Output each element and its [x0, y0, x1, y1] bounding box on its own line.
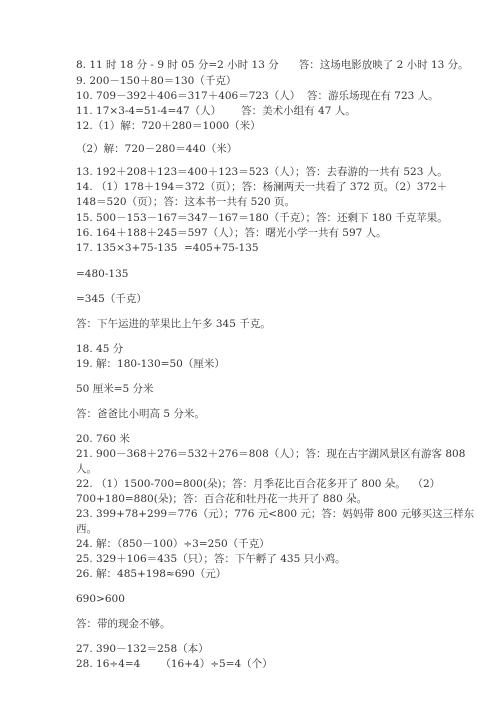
answer-line-17-step2: =480-135 [76, 268, 129, 280]
answer-line-11: 11. 17×3-4=51-4=47（人） 答：美术小组有 47 人。 [76, 105, 356, 117]
answer-line-27: 27. 390－132＝258（本） [76, 643, 209, 655]
answer-line-26-step2: 690>600 [76, 593, 125, 605]
answer-line-25: 25. 329＋106＝435（只）；答：下午孵了 435 只小鸡。 [76, 553, 346, 565]
answer-line-24: 24. 解：（850－100）÷3=250（千克） [76, 538, 270, 550]
answer-line-17-step3: =345（千克） [76, 293, 147, 305]
answer-line-16: 16. 164＋188＋245＝597（人）；答：曙光小学一共有 597 人。 [76, 227, 387, 239]
answer-line-21: 21. 900－368＋276＝532＋276＝808（人）；答：现在古宇湖风景区有游客 808 [76, 448, 466, 460]
answer-line-19-answer: 答：爸爸比小明高 5 分米。 [76, 408, 205, 420]
answer-line-22-cont: 700+180=880(朵)；答：百合花和牡丹花一共开了 880 朵。 [76, 493, 368, 505]
answer-line-8: 8. 11 时 18 分 - 9 时 05 分=2 小时 13 分 答：这场电影放映了 2 小时 13 分。 [76, 59, 469, 71]
answer-line-9: 9. 200－150＋80＝130（千克） [76, 75, 237, 87]
answer-line-18: 18. 45 分 [76, 343, 124, 355]
answer-line-14: 14. （1）178＋194＝372（页）；答：杨澜两天一共看了 372 页。（2）372＋ [76, 181, 448, 193]
answer-line-28: 28. 16÷4=4 （16+4）÷5=4（个） [76, 658, 273, 670]
answer-line-12-1: 12.（1）解：720＋280＝1000（米） [76, 120, 261, 132]
answer-line-23: 23. 399+78+299＝776（元）；776 元<800 元；答：妈妈带 800 元够买这三样东 [76, 508, 475, 520]
answer-line-19: 19. 解：180-130=50（厘米） [76, 358, 225, 370]
answer-line-20: 20. 760 米 [76, 433, 130, 445]
answer-line-17-answer: 答：下午运进的苹果比上午多 345 千克。 [76, 318, 271, 330]
answer-line-22: 22. （1）1500-700=800(朵)；答：月季花比百合花多开了 800 朵。 （2） [76, 478, 441, 490]
answer-line-19-step2: 50 厘米=5 分米 [76, 383, 154, 395]
answer-line-14-cont: 148＝520（页）；答：这本书一共有 520 页。 [76, 196, 296, 208]
answer-line-10: 10. 709－392＋406＝317＋406＝723（人） 答：游乐场现在有 723 人。 [76, 90, 439, 102]
answer-line-17: 17. 135×3+75-135 =405+75-135 [76, 242, 259, 254]
answer-line-15: 15. 500－153－167＝347－167＝180（千克）；答：还剩下 180 千克苹果。 [76, 212, 448, 224]
answer-line-26-answer: 答：带的现金不够。 [76, 618, 171, 630]
answer-line-26: 26. 解：485+198≈690（元） [76, 568, 227, 580]
answer-line-21-cont: 人。 [76, 463, 97, 475]
answer-line-12-2: （2）解：720－280＝440（米） [76, 143, 238, 155]
answer-line-23-cont: 西。 [76, 523, 97, 535]
answer-line-13: 13. 192＋208＋123＝400＋123＝523（人）；答：去春游的一共有 523 人。 [76, 166, 448, 178]
